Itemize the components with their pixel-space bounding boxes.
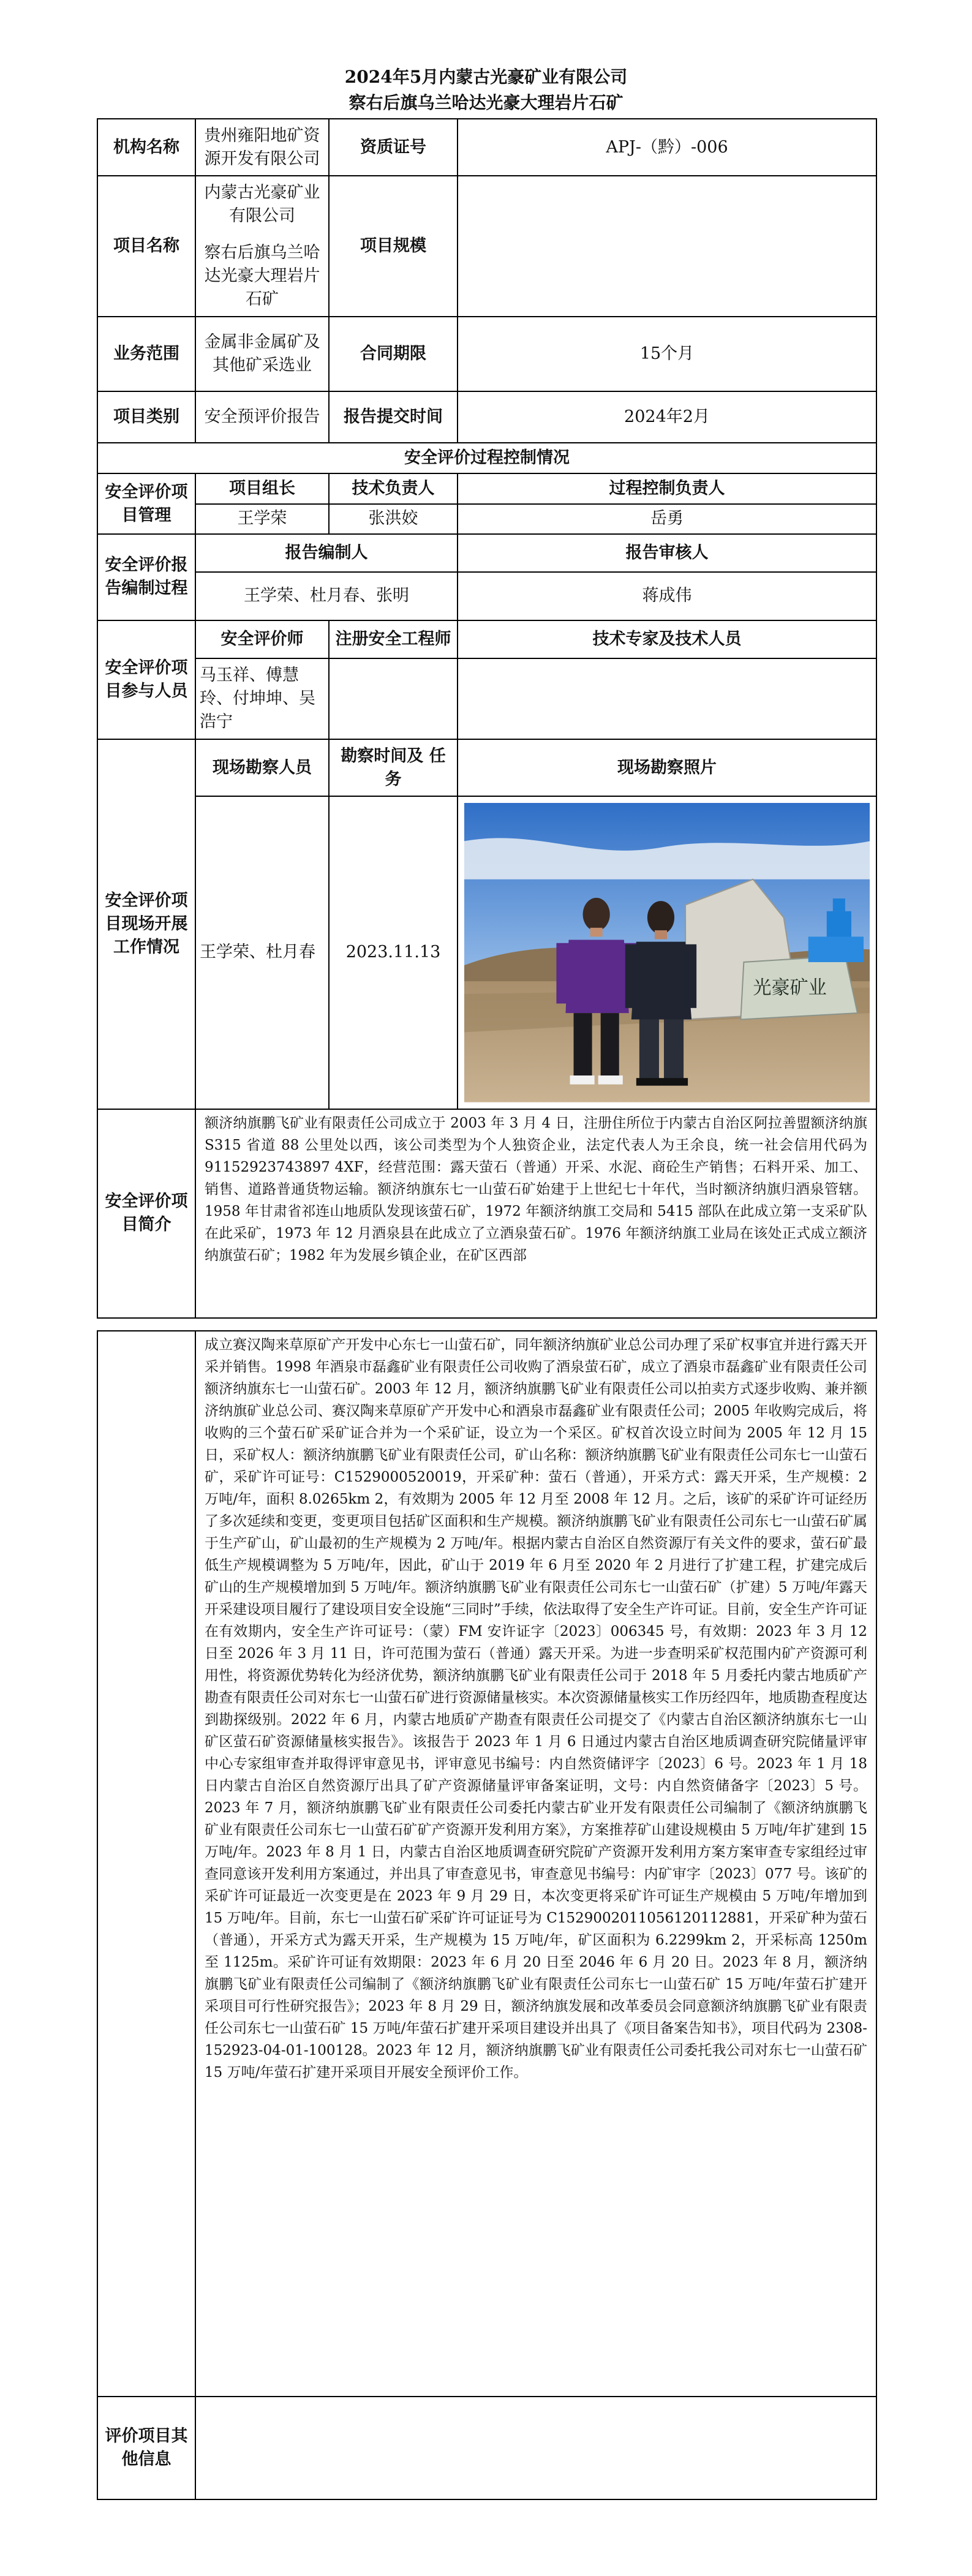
prep-label: 安全评价报告编制过程 [97, 534, 195, 620]
business-value: 金属非金属矿及其他矿采选业 [195, 317, 329, 391]
photo-header: 现场勘察照片 [458, 739, 876, 796]
project-name-value [195, 176, 329, 317]
engineers-value [329, 658, 458, 739]
project-name-label: 项目名称 [97, 176, 195, 317]
staff-label: 安全评价项目参与人员 [97, 620, 195, 739]
project-mine: 察右后旗乌兰哈达光豪大理岩片石矿 [204, 243, 320, 309]
other-info-label: 评价项目其他信息 [97, 2397, 195, 2499]
surveyors-value: 王学荣、杜月春 [195, 796, 329, 1109]
document-title-line1: 2024年5月内蒙古光豪矿业有限公司 [344, 67, 628, 87]
intro-continued-label [97, 1331, 195, 2397]
experts-value [458, 658, 876, 739]
cert-value: APJ-（黔）-006 [458, 119, 876, 176]
process-section-header: 安全评价过程控制情况 [97, 443, 876, 473]
evaluator-header: 安全评价师 [195, 620, 329, 658]
evaluation-table-part2 [97, 1330, 877, 2500]
submit-value: 2024年2月 [458, 391, 876, 443]
reviewer-header: 报告审核人 [458, 534, 876, 572]
survey-date-value: 2023.11.13 [329, 796, 458, 1109]
intro-text-part1: 额济纳旗鹏飞矿业有限责任公司成立于 2003 年 3 月 4 日，注册住所位于内蒙古自治区阿拉善盟额济纳旗 S315 省道 88 公里处以西，该公司类型为个人独资企业，法定代表人为王余良，统一社会信用代码为91152923743897 4XF，经营范围：露天萤石（普通）开采、水泥、商砼生产销售；石料开采、加工、销售、道路普通货物运输。额济纳旗东七一山萤石矿始建于上世纪七十年代，当时额济纳旗归酒泉管辖。1958 年甘肃省祁连山地质队发现该萤石矿，1972 年额济纳旗工交局和 5415 部队在此成立第一支采矿队在此采矿，1973 年 12 月酒泉县在此成立了立酒泉萤石矿。1976 年额济纳旗工业局在该处正式成立额济纳旗萤石矿；1982 年为发展乡镇企业，在矿区西部 [195, 1109, 876, 1318]
submit-label: 报告提交时间 [329, 391, 458, 443]
contract-label: 合同期限 [329, 317, 458, 391]
leader-value: 王学荣 [195, 504, 329, 535]
tech-lead-header: 技术负责人 [329, 473, 458, 504]
evaluation-table-part1 [97, 118, 877, 1319]
category-value: 安全预评价报告 [195, 391, 329, 443]
writers-value: 王学荣、杜月春、张明 [195, 572, 458, 620]
contract-value: 15个月 [458, 317, 876, 391]
expert-header: 技术专家及技术人员 [458, 620, 876, 658]
project-company: 内蒙古光豪矿业有限公司 [204, 183, 320, 225]
engineer-header: 注册安全工程师 [329, 620, 458, 658]
mgmt-label: 安全评价项目管理 [97, 473, 195, 534]
field-label: 安全评价项目现场开展工作情况 [97, 739, 195, 1109]
business-label: 业务范围 [97, 317, 195, 391]
survey-photo [458, 796, 876, 1109]
survey-photo-image [464, 803, 870, 1102]
org-label: 机构名称 [97, 119, 195, 176]
org-value: 贵州雍阳地矿资源开发有限公司 [195, 119, 329, 176]
evaluators-value: 马玉祥、傅慧玲、付坤坤、吴浩宁 [195, 658, 329, 739]
tech-lead-value: 张洪姣 [329, 504, 458, 535]
intro-label: 安全评价项目简介 [97, 1109, 195, 1318]
controller-value: 岳勇 [458, 504, 876, 535]
other-info-value [195, 2397, 876, 2499]
scale-value [458, 176, 876, 317]
category-label: 项目类别 [97, 391, 195, 443]
control-header: 过程控制负责人 [458, 473, 876, 504]
stone-text: 光豪矿业 [753, 977, 827, 1000]
reviewer-value: 蒋成伟 [458, 572, 876, 620]
scale-label: 项目规模 [329, 176, 458, 317]
surveyor-header: 现场勘察人员 [195, 739, 329, 796]
writer-header: 报告编制人 [195, 534, 458, 572]
survey-time-header: 勘察时间及 任务 [329, 739, 458, 796]
cert-label: 资质证号 [329, 119, 458, 176]
leader-header: 项目组长 [195, 473, 329, 504]
document-title-line2: 察右后旗乌兰哈达光豪大理岩片石矿 [348, 92, 624, 113]
intro-text-part2: 成立赛汉陶来草原矿产开发中心东七一山萤石矿，同年额济纳旗矿业总公司办理了采矿权事宜并进行露天开采并销售。1998 年酒泉市磊鑫矿业有限责任公司收购了酒泉萤石矿，成立了酒泉市磊鑫矿业有限责任公司额济纳旗东七一山萤石矿。2003 年 12 月，额济纳旗鹏飞矿业有限责任公司以拍卖方式逐步收购、兼并额济纳旗矿业总公司、赛汉陶来草原矿产开发中心和酒泉市磊鑫矿业有限责任公司；2005 年收购完成后，将收购的三个萤石矿采矿证合并为一个采矿证，设立为一个采区。矿权首次设立时间为 2005 年 12 月 15 日，采矿权人：额济纳旗鹏飞矿业有限责任公司，矿山名称：额济纳旗鹏飞矿业有限责任公司东七一山萤石矿，采矿许可证号：C1529000520019，开采矿种：萤石（普通），开采方式：露天开采，生产规模：2 万吨/年，面积 8.0265km 2，有效期为 2005 年 12 月至 2008 年 12 月。之后，该矿的采矿许可证经历了多次延续和变更，变更项目包括矿区面积和生产规模。额济纳旗鹏飞矿业有限责任公司东七一山萤石矿属于生产矿山，矿山最初的生产规模为 2 万吨/年。根据内蒙古自治区自然资源厅有关文件的要求，萤石矿最低生产规模调整为 5 万吨/年，因此，矿山于 2019 年 6 月至 2020 年 2 月进行了扩建工程，扩建完成后矿山的生产规模增加到 5 万吨/年。额济纳旗鹏飞矿业有限责任公司东七一山萤石矿（扩建）5 万吨/年露天开采建设项目履行了建设项目安全设施“三同时”手续，依法取得了安全生产许可证。目前，安全生产许可证在有效期内，安全生产许可证号：（蒙）FM 安许证字〔2023〕006345 号，有效期：2023 年 3 月 12 日至 2026 年 3 月 11 日，许可范围为萤石（普通）露天开采。为进一步查明采矿权范围内矿产资源可利用性，将资源优势转化为经济优势，额济纳旗鹏飞矿业有限责任公司于 2018 年 5 月委托内蒙古地质矿产勘查有限责任公司对东七一山萤石矿进行资源储量核实。本次资源储量核实工作历经四年，地质勘查程度达到勘探级别。2022 年 6 月，内蒙古地质矿产勘查有限责任公司提交了《内蒙古自治区额济纳旗东七一山矿区萤石矿资源储量核实报告》。该报告于 2023 年 1 月 6 日通过内蒙古自治区地质调查研究院储量评审中心专家组审查并取得评审意见书，评审意见书编号：内自然资储评字〔2023〕6 号。2023 年 1 月 18 日内蒙古自治区自然资源厅出具了矿产资源储量评审备案证明，文号：内自然资储备字〔2023〕5 号。2023 年 7 月，额济纳旗鹏飞矿业有限责任公司委托内蒙古矿业开发有限责任公司编制了《额济纳旗鹏飞矿业有限责任公司东七一山萤石矿矿产资源开发利用方案》，方案推荐矿山建设规模由 5 万吨/年扩建到 15 万吨/年。2023 年 8 月 1 日，内蒙古自治区地质调查研究院矿产资源开发利用方案方案审查专家组经过审查同意该开发利用方案通过，并出具了审查意见书，审查意见书编号：内矿审字〔2023〕077 号。该矿的采矿许可证最近一次变更是在 2023 年 9 月 29 日，本次变更将采矿许可证生产规模由 5 万吨/年增加到 15 万吨/年。目前，东七一山萤石矿采矿许可证证号为 C1529002011056120112881，开采矿种为萤石（普通），开采方式为露天开采，生产规模为 15 万吨/年，矿区面积为 6.2299km 2，开采标高 1250m 至 1125m。采矿许可证有效期限：2023 年 6 月 20 日至 2046 年 6 月 20 日。2023 年 8 月，额济纳旗鹏飞矿业有限责任公司编制了《额济纳旗鹏飞矿业有限责任公司东七一山萤石矿 15 万吨/年萤石扩建开采项目可行性研究报告》；2023 年 8 月 29 日，额济纳旗发展和改革委员会同意额济纳旗鹏飞矿业有限责任公司东七一山萤石矿 15 万吨/年萤石扩建开采项目建设并出具了《项目备案告知书》，项目代码为 2308-152923-04-01-100128。2023 年 12 月，额济纳旗鹏飞矿业有限责任公司委托我公司对东七一山萤石矿 15 万吨/年萤石扩建开采项目开展安全预评价工作。 [195, 1331, 876, 2397]
